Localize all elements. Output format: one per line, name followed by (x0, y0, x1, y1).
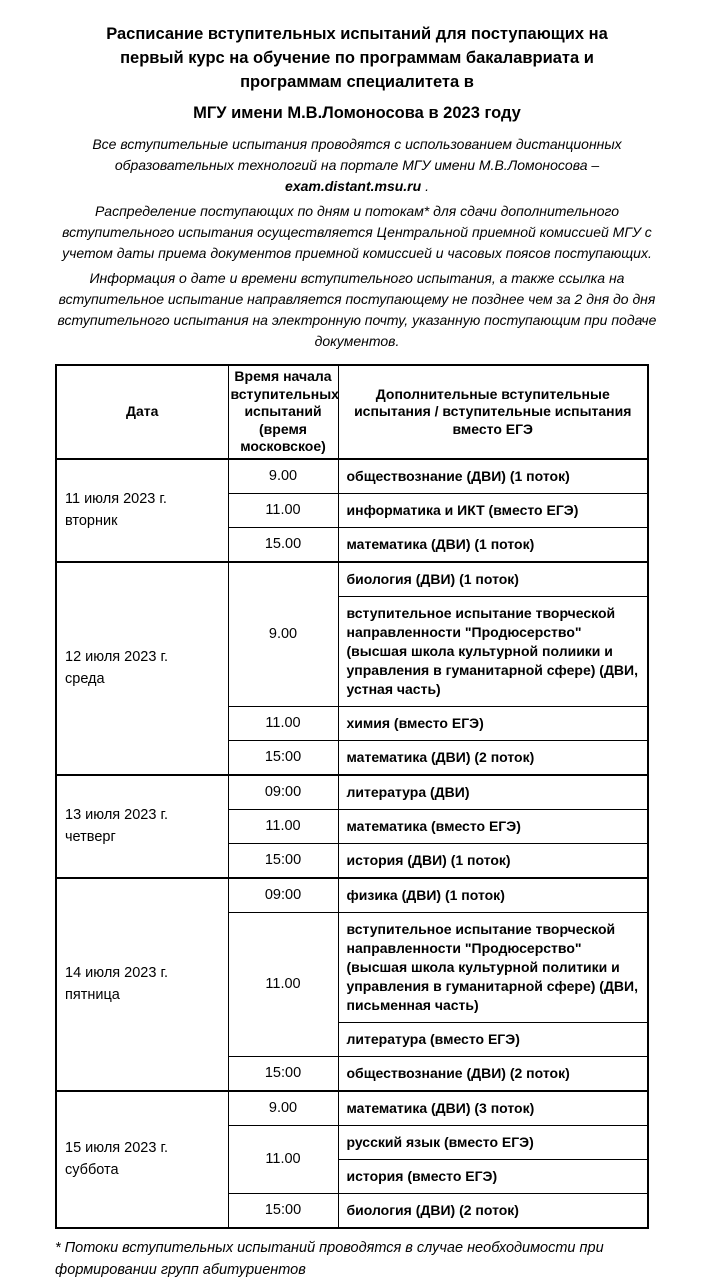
exam-cell: химия (вместо ЕГЭ) (338, 706, 648, 740)
table-row (56, 459, 648, 494)
date-text: 13 июля 2023 г. (65, 807, 168, 823)
exam-cell: математика (ДВИ) (2 поток) (338, 740, 648, 775)
exam-cell: обществознание (ДВИ) (2 поток) (338, 1056, 648, 1091)
intro-p1-text: Все вступительные испытания проводятся с использованием дистанционных образовательных технологий на портале МГУ имени М.В.Ломоносова – (92, 136, 622, 173)
date-cell (56, 878, 228, 1091)
exam-schedule-table (55, 364, 649, 1229)
exam-cell: русский язык (вместо ЕГЭ) (338, 1125, 648, 1159)
exam-cell: биология (ДВИ) (2 поток) (338, 1193, 648, 1228)
date-text: 12 июля 2023 г. (65, 649, 168, 665)
title-university-year: МГУ имени М.В.Ломоносова в 2023 году (193, 104, 521, 122)
time-cell: 15:00 (228, 1056, 338, 1091)
column-header-date: Дата (56, 365, 228, 459)
date-text: 15 июля 2023 г. (65, 1140, 168, 1156)
weekday-text: суббота (65, 1162, 119, 1178)
table-row (56, 1091, 648, 1126)
weekday-text: четверг (65, 829, 116, 845)
header-row (56, 365, 648, 459)
time-cell: 11.00 (228, 809, 338, 843)
footnote: * Потоки вступительных испытаний проводятся в случае необходимости при формировании групп абитуриентов (55, 1239, 604, 1278)
time-cell: 9.00 (228, 1091, 338, 1126)
column-header-exams: Дополнительные вступительные испытания / вступительные испытания вместо ЕГЭ (338, 365, 648, 459)
time-cell: 11.00 (228, 912, 338, 1056)
date-text: 14 июля 2023 г. (65, 965, 168, 981)
weekday-text: пятница (65, 987, 120, 1003)
date-cell (56, 459, 228, 562)
date-cell (56, 775, 228, 878)
time-cell: 11.00 (228, 493, 338, 527)
time-cell: 11.00 (228, 1125, 338, 1193)
time-cell: 09:00 (228, 775, 338, 810)
exam-cell: вступительное испытание творческой направленности "Продюсерство" (высшая школа культурной политики и управления в гуманитарной сфере) (ДВИ, письменная часть) (338, 912, 648, 1022)
date-text: 11 июля 2023 г. (65, 491, 167, 507)
time-cell: 09:00 (228, 878, 338, 913)
exam-cell: обществознание (ДВИ) (1 поток) (338, 459, 648, 494)
time-cell: 15.00 (228, 527, 338, 562)
exam-cell: литература (вместо ЕГЭ) (338, 1022, 648, 1056)
intro-section (56, 134, 658, 352)
table-row (56, 562, 648, 597)
table-row (56, 878, 648, 913)
exam-cell: биология (ДВИ) (1 поток) (338, 562, 648, 597)
exam-cell: математика (ДВИ) (3 поток) (338, 1091, 648, 1126)
intro-paragraph-1 (56, 134, 658, 197)
intro-paragraph-2: Распределение поступающих по дням и потокам* для сдачи дополнительного вступительного испытания осуществляется Центральной приемной комиссией МГУ с учетом даты приема документов приемной комиссией и часовых поясов поступающих. (62, 203, 652, 261)
time-cell: 15:00 (228, 1193, 338, 1228)
time-cell: 15:00 (228, 740, 338, 775)
document-title (84, 22, 630, 125)
exam-cell: физика (ДВИ) (1 поток) (338, 878, 648, 913)
column-header-time: Время начала вступительных испытаний (время московское) (228, 365, 338, 459)
exam-cell: математика (ДВИ) (1 поток) (338, 527, 648, 562)
date-cell (56, 1091, 228, 1228)
portal-url: exam.distant.msu.ru (285, 178, 422, 194)
weekday-text: вторник (65, 513, 118, 529)
table-row (56, 775, 648, 810)
exam-cell: математика (вместо ЕГЭ) (338, 809, 648, 843)
time-cell: 9.00 (228, 459, 338, 494)
time-cell: 9.00 (228, 562, 338, 707)
exam-cell: литература (ДВИ) (338, 775, 648, 810)
title-main: Расписание вступительных испытаний для поступающих на первый курс на обучение по программам бакалавриата и программам специалитета в (106, 25, 608, 91)
exam-cell: история (ДВИ) (1 поток) (338, 843, 648, 878)
intro-p1-period: . (421, 178, 429, 194)
exam-cell: информатика и ИКТ (вместо ЕГЭ) (338, 493, 648, 527)
weekday-text: среда (65, 671, 105, 687)
time-cell: 11.00 (228, 706, 338, 740)
exam-cell: вступительное испытание творческой направленности "Продюсерство" (высшая школа культурной полиики и управления в гуманитарной сфере) (ДВИ, устная часть) (338, 596, 648, 706)
exam-cell: история (вместо ЕГЭ) (338, 1159, 648, 1193)
intro-paragraph-3: Информация о дате и времени вступительного испытания, а также ссылка на вступительное испытание направляется поступающему не позднее чем за 2 дня до дня вступительного испытания на электронную почту, указанную поступающим при подаче документов. (57, 270, 657, 349)
date-cell (56, 562, 228, 775)
time-cell: 15:00 (228, 843, 338, 878)
